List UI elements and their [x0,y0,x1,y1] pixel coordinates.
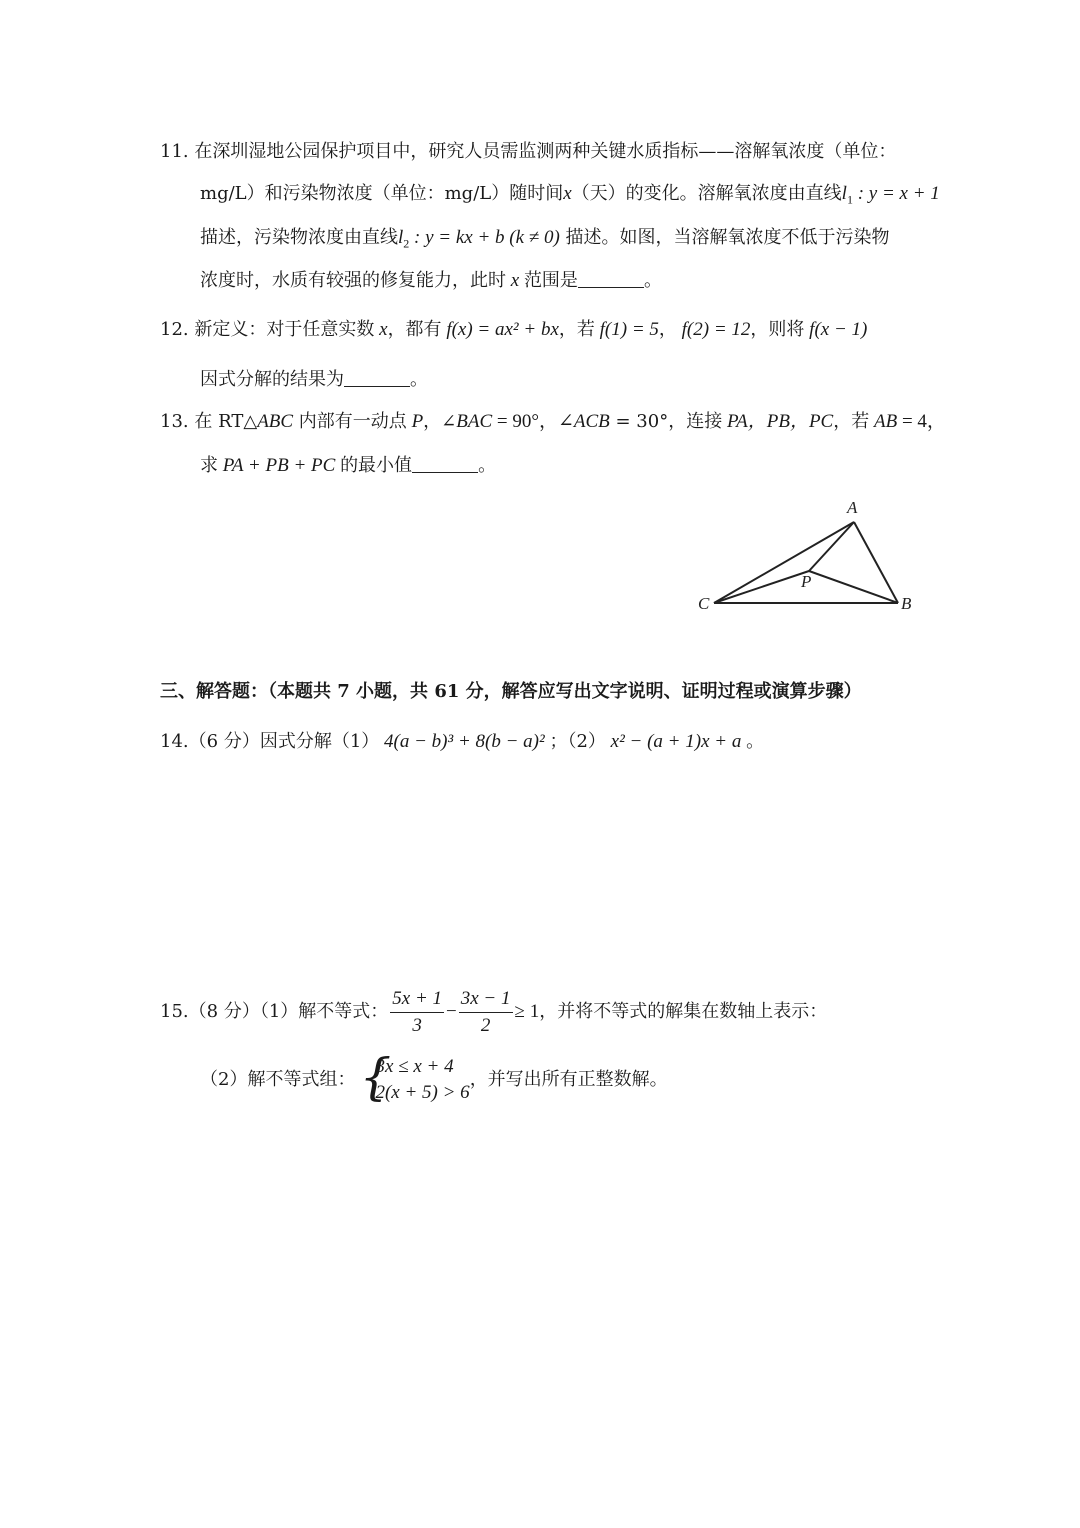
q11-line1 [160,140,896,164]
q15-minus: − [446,1001,457,1022]
segment-pa [809,522,854,571]
q15-ge: ≥ 1 [514,1001,540,1022]
q14-number: 14. [160,731,189,752]
section3-heading: 三、解答题：（本题共 7 小题，共 61 分，解答应写出文字说明、证明过程或演算步骤） [160,681,862,702]
q11-line2 [200,182,940,212]
q11-eq-2: : y = kx + b (k ≠ 0) [409,227,560,248]
q15-sys-row2: 2(x + 5) > 6 [375,1082,470,1103]
q12-text-d: ， [658,319,677,340]
side-ca [714,522,854,603]
q15-fraction-2 [459,986,513,1039]
q15-part2-a: （2）解不等式组： [200,1069,356,1090]
q15-fraction-1 [390,986,444,1039]
q13-end: 。 [478,455,497,476]
q12-line1 [160,318,867,342]
q15-line1 [160,982,827,1042]
q11-number: 11. [160,141,189,162]
q15-line2 [200,1048,668,1108]
q11-var-x: x [563,183,572,204]
q13-text-a: 在 RT△ [194,411,258,432]
side-ab [854,522,898,603]
q13-text-g: = 4， [897,411,946,432]
q11-eq-1: : y = x + 1 [852,183,940,204]
q13-acb: ACB [573,411,610,432]
q11-line-l2: l [398,227,404,248]
q15-frac1-den: 3 [412,1014,422,1036]
q11-text-4a: 浓度时，水质有较强的修复能力，此时 [200,270,506,291]
q12-line2 [200,368,428,392]
q13-line2 [200,454,496,478]
q13-text-2a: 求 [200,455,218,476]
system-brace-icon: { [359,1048,392,1106]
triangle-figure [690,495,930,620]
q11-text-3b: 描述。如图，当溶解氧浓度不低于污染物 [559,227,890,248]
q13-text-2b: 的最小值 [340,455,413,476]
q15-text-b: ，并将不等式的解集在数轴上表示： [539,1001,828,1022]
q11-text-3a: 描述，污染物浓度由直线 [200,227,398,248]
q13-number: 13. [160,411,189,432]
q15-part2-b: ，并写出所有正整数解。 [469,1069,668,1090]
q15-text-a: （8 分）（1）解不等式： [188,1001,389,1022]
q11-line3 [200,226,890,256]
q11-text-2a: mg/L）和污染物浓度（单位：mg/L）随时间 [200,183,564,204]
q13-p: P [406,411,424,432]
q15-frac2-den: 2 [480,1014,491,1036]
q13-text-e: = 30°，连接 [609,411,723,432]
q11-sub-2: 2 [403,236,410,251]
q12-def: f(x) = ax² + bx [441,319,559,340]
q12-f2: f(2) = 12 [676,319,751,340]
q11-text-1: 在深圳湿地公园保护项目中，研究人员需监测两种关键水质指标——溶解氧浓度（单位： [194,141,897,162]
label-b: B [901,594,912,613]
q14-expr1: 4(a − b)³ + 8(b − a)² [379,731,550,752]
q11-text-4b: 范围是 [523,270,578,291]
q13-answer-blank[interactable] [412,454,478,473]
q13-text-f: ，若 [833,411,870,432]
q11-end: 。 [643,270,662,291]
q13-expr: PA + PB + PC [218,455,341,476]
q13-text-c: ，∠ [423,411,457,432]
label-a: A [847,498,858,517]
q15-frac1-num: 5x + 1 [390,986,444,1013]
q13-text-d: = 90°，∠ [492,411,574,432]
q14-text-b: ；（2） [549,731,606,752]
q13-text-b: 内部有一动点 [293,411,407,432]
q12-text-e: ，则将 [750,319,805,340]
q14-expr2: x² − (a + 1)x + a [605,731,747,752]
q11-sub-1: 1 [846,192,853,207]
q13-ab: AB [869,411,898,432]
q13-pa-pb-pc: PA，PB，PC [722,411,834,432]
q12-number: 12. [160,319,189,340]
q14-text-a: （6 分）因式分解（1） [188,731,380,752]
q12-end: 。 [410,369,428,390]
q15-frac2-num: 3x − 1 [459,986,513,1013]
q12-text-2a: 因式分解的结果为 [200,369,344,390]
q11-var-x2: x [506,270,524,291]
segment-pb [809,571,898,603]
q12-f3: f(x − 1) [804,319,868,340]
q11-text-2b: （天）的变化。溶解氧浓度由直线 [571,183,842,204]
q12-text-b: ，都有 [387,319,442,340]
q12-var-x: x [374,319,388,340]
q12-text-a: 新定义：对于任意实数 [194,319,375,340]
q14-line [160,730,764,754]
q13-line1 [160,410,946,434]
q11-line4 [200,269,662,293]
q12-f1: f(1) = 5 [594,319,659,340]
q12-text-c: ，若 [558,319,595,340]
q12-answer-blank[interactable] [344,368,410,387]
q15-sys-row1: 3x ≤ x + 4 [375,1056,454,1077]
label-p: P [801,572,812,591]
q14-end: 。 [746,731,765,752]
q13-bac: BAC [456,411,493,432]
q13-abc: ABC [257,411,294,432]
q11-line-l1: l [841,183,847,204]
q15-inequality-system [359,1048,470,1106]
q11-answer-blank[interactable] [578,269,644,288]
q15-number: 15. [160,1001,189,1022]
label-c: C [698,594,710,613]
